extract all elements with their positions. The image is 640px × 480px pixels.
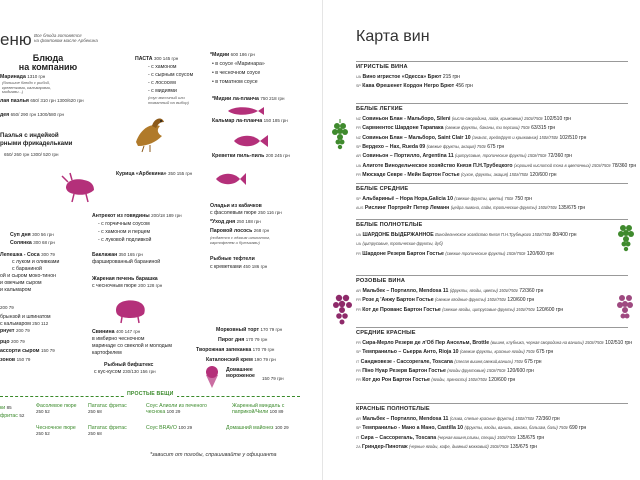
beef-item: Рыбный бифштекс: [104, 362, 154, 368]
menu-title-fragment: еню: [0, 30, 32, 49]
wine-name: Вердехо – Hax, Rueda 09: [362, 143, 426, 150]
simple-left-2: фритас 52: [0, 413, 25, 419]
mussels-opt-1: • в соусе «Маринара»: [212, 61, 265, 67]
wine-price: 120/600 грн: [507, 297, 535, 304]
wine-name: Вино игристое «Одесса» Брют: [362, 74, 442, 80]
wine-description: (черные ягоды, кофе, дымный мокковый) 150г/750г: [409, 443, 509, 449]
wine-name: Темпранильо – Сьерра Анто, Rioja 10: [362, 349, 459, 356]
coca-opt-2: с бараниной: [12, 266, 42, 272]
wine-row: [356, 153, 572, 159]
company-item-1-note: (большое блюдо с рыбой, креветками, кальмарами, мидиями...): [2, 80, 52, 94]
wine-row: [356, 359, 542, 365]
wine-name: Кот де Прованс Бартон Гостье: [362, 306, 441, 313]
simple-8: Домашний майонез 100 29: [226, 425, 289, 431]
pasta-note: (соус мясочный или томатный на выбор): [148, 95, 189, 105]
wine-section-heading: СРЕДНИЕ КРАСНЫЕ: [356, 330, 416, 336]
wine-price: 456 грн: [455, 83, 473, 90]
wine-price: 750 грн: [514, 196, 532, 202]
wine-country-code: FR: [356, 251, 361, 256]
wine-row: [356, 435, 544, 441]
wine-row: [356, 368, 534, 374]
antrecot-opt-2: - с хамоном и перцем: [98, 229, 151, 235]
wine-description: Винодельческое хозяйство Князя П.Н.Трубецкого 150г/750г: [435, 232, 552, 237]
fish-small-icon: [214, 168, 248, 190]
wine-price: 120/600 грн: [488, 377, 516, 384]
grape-green-icon: [330, 118, 352, 154]
wine-country-code: FR: [356, 341, 361, 345]
fishballs-item: Рыбные тефтели: [210, 256, 255, 262]
wine-list-title: Карта вин: [356, 28, 430, 45]
wine-price: 135/675 грн: [517, 434, 545, 441]
wine-country-code: FR: [356, 368, 361, 373]
wine-name: Шардоне Резерв Бартон Гостье: [362, 250, 444, 257]
coca-opt-5: и кальмаром: [0, 287, 32, 293]
wine-section-heading: КРАСНЫЕ ПОЛНОТЕЛЫЕ: [356, 406, 430, 412]
simple-1: Фасолевое пюре 250 52: [36, 403, 77, 414]
antrecot-item: Антрекот из говядины 200/18 189 грн: [92, 213, 182, 219]
wine-name: Кава Фрешенет Кордон Негро Брют: [362, 83, 455, 90]
wine-description: (черная вишня,сливы, специи) 150г/750г: [437, 434, 516, 440]
wine-description: (слива, спелые красные фрукты) 150г/750г: [449, 416, 535, 421]
wine-name: Совиньон Блан – Мальборо, Saint Clair 10: [362, 134, 471, 141]
dessert-2: Пирог дня 170 79 грн: [218, 337, 268, 343]
pasta-opt-1: - с хамоном: [148, 64, 177, 70]
antrecot-opt-3: - с луковой подливкой: [98, 237, 152, 243]
bird-icon: [132, 112, 168, 154]
wine-country-code: ZA: [356, 444, 361, 449]
company-item-5: рными фрикадельками: [0, 140, 73, 147]
simple-heading: ПРОСТЫЕ ВЕЩИ: [124, 391, 177, 397]
wine-price: 675 грн: [524, 358, 542, 365]
wine-name: Темпранильо - Мано а Мано, Castilla 10: [362, 425, 464, 432]
page-gutter: [322, 0, 323, 480]
wine-row: [356, 340, 632, 346]
wine-row: [356, 232, 577, 238]
wine-row: [356, 241, 443, 247]
wine-description: (кисло-смородина, лайм, крыжовник) 150г/750г: [451, 116, 543, 121]
tapa-1: брынзой и шпинатом: [0, 314, 51, 320]
wine-row: [356, 251, 554, 257]
icecream-icon: [200, 364, 224, 390]
oil-note: Все блюда готовятся на флмповом масле Арбекина: [34, 33, 98, 43]
wine-country-code: SP: [356, 144, 361, 149]
simple-3: Соус Алиоли из печеного чеснока 100 29: [146, 403, 207, 415]
coca-opt-1: с луком и оливками: [12, 259, 60, 265]
company-item-2: лая паэлья 650/ 310 грн 1300/620 грн: [0, 98, 84, 104]
wine-name: Мюскаде Севре - Мейн Бартон Гостье: [362, 171, 460, 178]
wine-country-code: AR: [356, 289, 361, 293]
pasta-opt-2: - с сырным соусом: [148, 72, 194, 78]
wine-price: 120/600 грн: [536, 306, 564, 313]
wine-name: Мальбек – Портилло, Mendosa 11: [362, 416, 449, 422]
wine-name: Совиньон – Портилло, Argentina 11: [362, 153, 454, 160]
wine-price: 690 грн: [569, 425, 587, 432]
wine-country-code: SP: [356, 350, 361, 355]
company-item-1: Маринада 1310 грн: [0, 74, 46, 80]
wine-row: [356, 163, 636, 169]
dessert-5-price: 150 79 грн: [262, 376, 284, 381]
wine-section-divider: [356, 61, 628, 62]
wine-country-code: AUS: [356, 206, 364, 211]
tapa-4: рцо 200 79: [0, 339, 25, 345]
wine-country-code: UA: [356, 163, 361, 168]
wine-price: 120/600 грн: [529, 171, 557, 178]
wine-country-code: UA: [356, 242, 361, 247]
lamb-sub: с чесночным пюре 200 128 грн: [92, 283, 163, 289]
wine-price: 78/360 грн: [612, 162, 637, 169]
pasta-opt-4: - с мидиями: [148, 88, 177, 94]
wine-row: [356, 416, 560, 422]
wine-description: (цедра лимона, лайм, тропические фрукты) 150г/750г: [450, 205, 557, 211]
simple-6: Пататас фритас 250 68: [88, 425, 127, 436]
beef-sub: с кус-кусом 230/130 156 грн: [94, 369, 156, 375]
company-heading: Блюда на компанию: [18, 53, 78, 72]
wine-name: Рислинг Портрейт Петер Леманн: [364, 205, 450, 212]
wine-section-divider: [356, 103, 628, 104]
bull-icon: [60, 170, 98, 204]
wine-row: [356, 297, 534, 303]
wine-price: 120/600 грн: [526, 250, 554, 257]
wine-description: (цитрусовые, тропические фрукты) 150г/750г: [455, 153, 547, 159]
wine-description: (цитрусовые, тропические фрукты, дуб): [362, 241, 443, 247]
wine-description: (свежие фрукты, акация) 750г: [426, 143, 486, 149]
wine-name: Мальбек – Портилло, Mendosa 11: [362, 288, 449, 294]
tapa-6: зонов 150 79: [0, 357, 31, 363]
wine-description: (свежие фрукты, цветы) 750г: [454, 196, 514, 201]
wine-price: 102/510 грн: [544, 116, 571, 122]
wine-row: [356, 125, 555, 131]
tapa-5: ассорти сыром 150 79: [0, 348, 55, 354]
wine-country-code: SP: [356, 84, 361, 89]
wine-section-heading: БЕЛЫЕ СРЕДНИЕ: [356, 186, 409, 192]
company-item-6-price: 650/ 260 грн 1300/ 520 грн: [4, 152, 59, 157]
wine-name: ШАРДОНЕ ВЫДЕРЖАННОЕ: [362, 232, 434, 238]
simple-left-1: ки 85: [0, 405, 12, 411]
wine-price: 215 грн: [442, 74, 460, 80]
wine-country-code: FR: [356, 307, 361, 312]
antrecot-opt-1: - с горчичным соусом: [98, 221, 150, 227]
soup-2: Солянка 300 68 грн: [10, 240, 55, 246]
baklajan-item: Баклажан 350 165 грн: [92, 252, 143, 258]
wine-price: 135/675 грн: [558, 205, 586, 212]
grape-green-right-icon: [616, 222, 638, 256]
wine-country-code: SP: [356, 197, 361, 201]
wine-price: 72/360 грн: [519, 288, 544, 294]
wine-row: [356, 172, 557, 178]
simple-2: Пататас фритас 250 68: [88, 403, 127, 414]
mussels-opt-2: • в чесночном соусе: [212, 70, 261, 76]
wine-description: (свежие фрукты, красные ягоды) 750г: [459, 349, 535, 355]
wine-row: [356, 83, 473, 89]
wine-country-code: AR: [356, 417, 361, 421]
simple-7: Соус BRAVO 100 29: [146, 425, 193, 431]
calamari-item: Кальмар ла-планча 150 185 грн: [212, 118, 288, 124]
wine-country-code: NZ: [356, 135, 361, 140]
pig-icon: [112, 296, 150, 324]
wine-name: Санджовезе - Сассорегале, Toscana: [360, 358, 453, 365]
wine-description: (вишня, клубника, черная смородина на ванилы) 150г/750г: [490, 340, 604, 345]
wine-description: (сухое, фрукты, акация) 150г/750г: [461, 171, 529, 177]
pork-item: Свинина 400 147 грн: [92, 329, 141, 335]
wine-description: (спелая вишня,свежий,ваниль) 750г: [454, 358, 523, 364]
company-item-4: Паэлья с индейкой: [0, 132, 59, 139]
wine-section-divider: [356, 275, 628, 276]
wine-price: 675 грн: [487, 143, 505, 150]
soup-1: Суп дня 300 56 грн: [10, 232, 54, 238]
dessert-5: Домашнее мороженое: [226, 367, 255, 379]
baklajan-sub: фаршированный бараниной: [92, 259, 161, 265]
grape-purple-icon: [332, 290, 356, 332]
wine-country-code: NZ: [356, 117, 361, 121]
wine-price: 102/510 грн: [559, 134, 587, 141]
salmon-item: Паровой лосось 268 грн: [210, 228, 270, 234]
mussels-opt-3: • в томатном соусе: [212, 79, 258, 85]
wine-description: (фрукты, ягоды, ваниль, ванаки, бальзам, бали) 750г: [464, 425, 568, 431]
pork-sub-2: маринаде со свеклой и молодым: [92, 343, 172, 349]
wine-row: [356, 144, 504, 150]
pasta-heading: ПАСТА 300 145 грн: [135, 56, 179, 62]
pasta-opt-3: - с лососем: [148, 80, 176, 86]
wine-price: 63/315 грн: [531, 125, 556, 132]
wine-section-heading: БЕЛЫЕ ЛЕГКИЕ: [356, 106, 403, 112]
wine-name: Сира-Мерло Резерв де л'Об Пер Ансельм, Brottle: [362, 340, 490, 346]
yhoa-item: *Уход дня 250 188 грн: [210, 219, 261, 225]
pork-sub-3: картофелем: [92, 350, 122, 356]
wine-description: (ананас, грейпфрут и крыжовник) 150г/750г: [472, 134, 559, 140]
wine-section-divider: [356, 327, 628, 328]
wine-name: Розе д 'Анжу Бартон Гостье: [362, 297, 434, 304]
dessert-4: Каталонский крем 190 79 грн: [206, 357, 276, 363]
wine-country-code: FR: [356, 298, 361, 303]
squid-icon: [226, 104, 266, 118]
wine-price: 102/510 грн: [605, 340, 632, 346]
wine-country-code: UA: [356, 75, 361, 79]
fritters-item: Оладьи из кабачков: [210, 203, 262, 209]
dessert-1: Морковный торт 170 79 грн: [216, 327, 283, 333]
wine-name: Піно Нуар Резерв Бартон Гостье: [362, 367, 446, 374]
wine-description: (хорошей кислотой тона в цветочных) 150г/750г: [513, 162, 611, 168]
wine-price: 80/400 грн: [552, 232, 577, 238]
mussels-plancha: *Мидии ла-планча 750 218 грн: [212, 96, 285, 102]
wine-name: Совиньон Блан - Мальборо, Sileni: [362, 116, 451, 122]
fritters-sub: с фасолевым пюре 250 116 грн: [210, 210, 282, 216]
simple-4: Жаренный миндаль с паприкой/Чили 100 89: [232, 403, 285, 415]
wine-name: Альбариньё – Нора Нора,Galicia 10: [362, 196, 453, 202]
wine-country-code: FR: [356, 172, 361, 177]
tapa-price: 200 79: [0, 305, 14, 310]
salmon-note: (подается с лёгким шпинатом, картофелем и булочками): [210, 235, 270, 245]
tapa-2: с кальмаром 250 112: [0, 321, 49, 327]
wine-row: [356, 205, 585, 211]
lamb-item: Жареная печень барашка: [92, 276, 158, 282]
wine-description: (ягоды, пряности) 150г/750г: [431, 377, 487, 383]
wine-row: [356, 349, 553, 355]
fishballs-sub: с креветками 450 186 грн: [210, 264, 268, 270]
wine-section-heading: РОЗОВЫЕ ВИНА: [356, 278, 406, 284]
wine-list-page: [322, 0, 640, 480]
wine-description: (свежие тропические фрукты) 150г/750г: [445, 250, 526, 256]
wine-country-code: IT: [356, 435, 360, 440]
dessert-3: Творожная запеканка 170 79 грн: [196, 347, 275, 353]
wine-section-divider: [356, 183, 628, 184]
wine-country-code: AR: [356, 154, 361, 159]
coca-opt-4: и овечьим сыром: [0, 280, 42, 286]
wine-section-heading: ИГРИСТЫЕ ВИНА: [356, 64, 408, 70]
wine-description: (свежие ягоды, цитрусовые фрукты) 150г/750г: [442, 306, 535, 312]
weather-footnote: *зависит от погоды, спрашивайте у официанта: [150, 452, 277, 458]
wine-section-heading: БЕЛЫЕ ПОЛНОТЕЛЫЕ: [356, 222, 423, 228]
wine-price: 120/600 грн: [506, 367, 534, 374]
wine-country-code: SP: [356, 426, 361, 431]
wine-price: 72/360 грн: [547, 153, 572, 160]
wine-description: (ягоды фруктовые) 150г/750г: [447, 367, 506, 373]
mussels-item: *Мидии 600 186 грн: [210, 52, 255, 58]
wine-description: (свежие ягодные фрукты) 150г/750г: [435, 297, 506, 303]
tapa-3: рнует 200 79: [0, 328, 30, 334]
wine-name: Сира – Сассорегаль, Toscana: [360, 434, 437, 441]
wine-row: [356, 425, 586, 431]
wine-row: [356, 377, 515, 383]
wine-row: [356, 135, 586, 141]
wine-section-divider: [356, 219, 628, 220]
coca-opt-3: ой и сыром моко-тинон: [0, 273, 56, 279]
wine-country-code: FR: [356, 378, 361, 383]
shrimp-item: Креветки пиль-пиль 200 245 грн: [212, 153, 290, 159]
wine-name: Кот дю Рон Бартон Гостье: [362, 377, 430, 384]
wine-row: [356, 444, 537, 450]
wine-name: Гриндер-Пинотаж: [362, 443, 408, 450]
wine-name: Сармиентос Шардоне Тарапака: [362, 125, 444, 132]
fish-icon: [230, 132, 270, 150]
wine-country-code: IT: [356, 359, 360, 364]
wine-section-divider: [356, 403, 628, 404]
wine-row: [356, 288, 543, 294]
wine-row: [356, 116, 571, 122]
wine-row: [356, 196, 532, 202]
grape-purple-right-icon: [614, 292, 638, 326]
wine-name: Алиготе Винодельческое хозяйство Князя П.Н.Трубецкого: [362, 162, 513, 169]
wine-row: [356, 307, 563, 313]
coca-item: Лепешка - Соса 300 79: [0, 252, 55, 258]
wine-price: 72/360 грн: [535, 416, 560, 422]
wine-price: 675 грн: [536, 349, 554, 356]
chicken-item: Курица «Арбекина» 350 155 грн: [116, 171, 193, 177]
wine-row: [356, 74, 460, 80]
wine-description: (фрукты, ягоды, цветы) 150г/750г: [449, 288, 518, 293]
wine-country-code: FR: [356, 126, 361, 131]
wine-description: (свежие фрукты, бананы, ти персики) 750г: [444, 125, 530, 131]
wine-price: 135/675 грн: [510, 443, 537, 450]
simple-5: Чесночное пюре 250 52: [36, 425, 76, 436]
company-item-3: дея 650/ 290 грн 1300/580 грн: [0, 112, 64, 118]
wine-country-code: UA: [356, 233, 361, 237]
pork-sub-1: в имбирно чесночном: [92, 336, 145, 342]
